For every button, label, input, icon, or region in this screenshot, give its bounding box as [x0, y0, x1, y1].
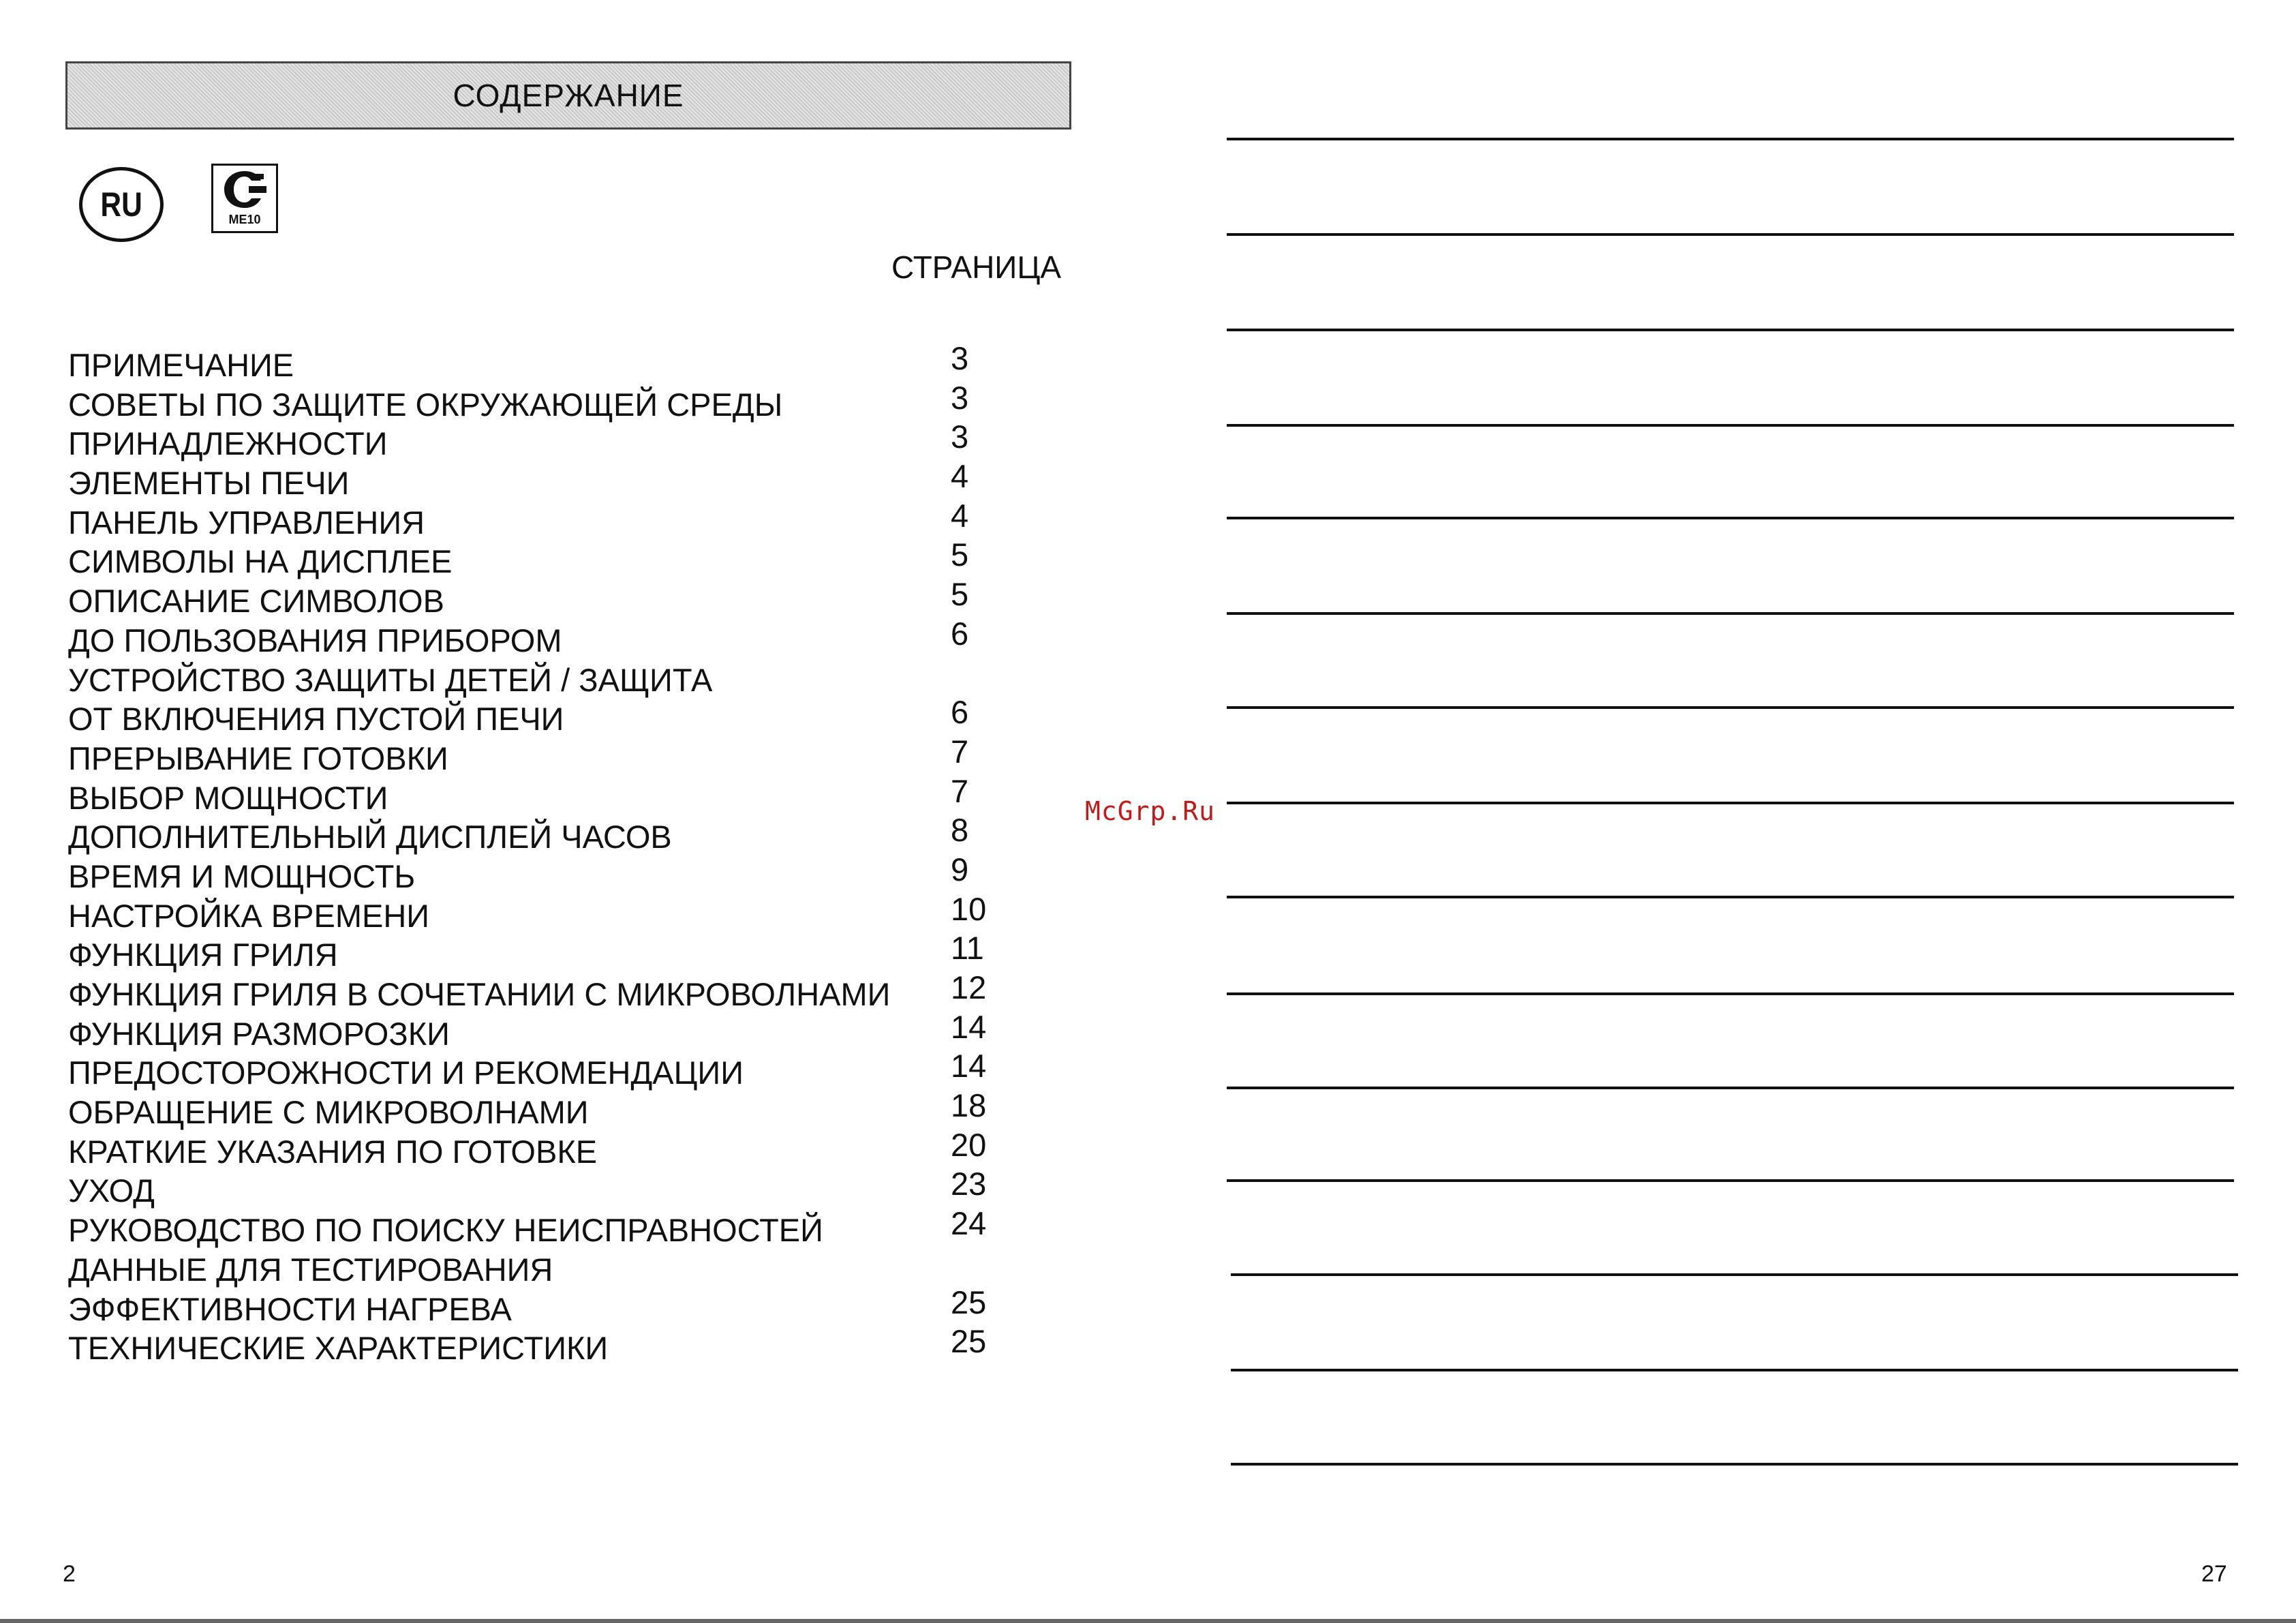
toc-entry-page: 9 — [951, 851, 969, 888]
toc-entry — [68, 851, 1036, 894]
toc-entry-title: ДОПОЛНИТЕЛЬНЫЙ ДИСПЛЕЙ ЧАСОВ — [68, 819, 672, 855]
toc-entry-title: ОБРАЩЕНИЕ С МИКРОВОЛНАМИ — [68, 1094, 589, 1131]
toc-entry — [68, 733, 1036, 776]
toc-entry — [68, 457, 1036, 502]
note-line — [1227, 896, 2234, 898]
note-line — [1227, 424, 2234, 427]
toc-entry-title: ЭФФЕКТИВНОСТИ НАГРЕВА — [68, 1290, 512, 1327]
toc-entry — [68, 969, 1036, 1012]
toc-entry-title: РУКОВОДСТВО ПО ПОИСКУ НЕИСПРАВНОСТЕЙ — [68, 1212, 823, 1249]
toc-entry — [68, 1047, 1036, 1091]
toc-entry — [68, 379, 1036, 423]
note-line — [1231, 1463, 2238, 1466]
toc-entry-title: ДО ПОЛЬЗОВАНИЯ ПРИБОРОМ — [68, 622, 562, 658]
contents-header — [65, 61, 1071, 130]
toc-entry-title: КРАТКИЕ УКАЗАНИЯ ПО ГОТОВКЕ — [68, 1133, 598, 1170]
toc-entry-title: ПРЕДОСТОРОЖНОСТИ И РЕКОМЕНДАЦИИ — [68, 1055, 744, 1091]
toc-entry — [68, 1284, 1036, 1327]
toc-entry — [68, 1204, 1036, 1249]
scan-edge — [0, 1619, 2296, 1623]
toc-entry — [68, 418, 1036, 462]
toc-entry-page: 4 — [951, 458, 969, 495]
toc-entry — [68, 1165, 1036, 1209]
toc-entry-title: ФУНКЦИЯ ГРИЛЯ — [68, 937, 338, 973]
toc-entry-title: СИМВОЛЫ НА ДИСПЛЕЕ — [68, 543, 453, 580]
note-line — [1231, 1273, 2238, 1276]
watermark: McGrp.Ru — [1085, 796, 1216, 826]
toc-entry-page: 4 — [951, 497, 969, 534]
note-line — [1227, 138, 2234, 140]
toc-entry — [68, 1322, 1036, 1367]
toc-entry-page: 8 — [951, 812, 969, 849]
toc-entry-page: 20 — [951, 1126, 987, 1163]
toc-entry-page: 6 — [951, 694, 969, 731]
toc-entry-page: 23 — [951, 1166, 987, 1202]
toc-entry-title: ДАННЫЕ ДЛЯ ТЕСТИРОВАНИЯ — [68, 1251, 553, 1288]
note-line — [1227, 1179, 2234, 1182]
toc-entry — [68, 1244, 1036, 1288]
toc-entry — [68, 772, 1036, 816]
toc-entry-title: НАСТРОЙКА ВРЕМЕНИ — [68, 897, 430, 934]
note-line — [1227, 1087, 2234, 1089]
toc-entry-page: 18 — [951, 1087, 987, 1124]
gost-logo-icon — [213, 166, 276, 213]
toc-entry-page: 12 — [951, 969, 987, 1005]
toc-entry-page: 25 — [951, 1284, 987, 1320]
note-line — [1227, 802, 2234, 804]
toc-entry-title: ПРЕРЫВАНИЕ ГОТОВКИ — [68, 740, 448, 776]
toc-entry-title: ВРЕМЯ И МОЩНОСТЬ — [68, 858, 416, 894]
toc-entry-page: 3 — [951, 340, 969, 376]
note-line — [1227, 612, 2234, 615]
toc-entry — [68, 536, 1036, 580]
toc-entry — [68, 929, 1036, 973]
toc-entry-page: 3 — [951, 419, 969, 455]
note-line — [1227, 329, 2234, 331]
toc-entry-page: 7 — [951, 733, 969, 770]
toc-entry — [68, 811, 1036, 855]
toc-entry-page: 6 — [951, 615, 969, 652]
toc-entry-page: 14 — [951, 1008, 987, 1045]
toc-entry-title: ТЕХНИЧЕСКИЕ ХАРАКТЕРИСТИКИ — [68, 1330, 609, 1367]
toc-entry-page: 25 — [951, 1323, 987, 1360]
note-line — [1227, 517, 2234, 519]
toc-entry-title: ВЫБОР МОЩНОСТИ — [68, 779, 388, 816]
toc-entry — [68, 1008, 1036, 1052]
toc-entry-title: ПРИНАДЛЕЖНОСТИ — [68, 425, 388, 462]
toc-entry-page: 10 — [951, 890, 987, 927]
toc-entry — [68, 575, 1036, 620]
ru-country-badge — [79, 167, 164, 242]
toc-entry — [68, 339, 1036, 383]
note-line — [1227, 992, 2234, 995]
toc-entry — [68, 1087, 1036, 1131]
toc-entry-title: УХОД — [68, 1172, 155, 1209]
toc-entry-page: 5 — [951, 576, 969, 613]
toc-entry-page: 3 — [951, 379, 969, 416]
toc-entry-page: 5 — [951, 536, 969, 573]
toc-entry-title: УСТРОЙСТВО ЗАЩИТЫ ДЕТЕЙ / ЗАЩИТА — [68, 661, 713, 698]
toc-entry-page: 7 — [951, 772, 969, 809]
country-code: RU — [100, 185, 142, 224]
page-column-label: СТРАНИЦА — [891, 249, 1062, 285]
toc-entry-title: ОТ ВКЛЮЧЕНИЯ ПУСТОЙ ПЕЧИ — [68, 701, 564, 738]
toc-entry-title: ФУНКЦИЯ РАЗМОРОЗКИ — [68, 1015, 450, 1052]
certification-code: ME10 — [228, 213, 261, 226]
note-line — [1227, 233, 2234, 236]
toc-entry-title: ПРИМЕЧАНИЕ — [68, 347, 294, 383]
table-of-contents — [68, 339, 1036, 1367]
right-page-number: 27 — [2201, 1561, 2227, 1587]
toc-entry — [68, 693, 1036, 738]
toc-entry — [68, 615, 1036, 658]
toc-entry — [68, 497, 1036, 541]
toc-entry — [68, 1126, 1036, 1170]
toc-entry-title: ОПИСАНИЕ СИМВОЛОВ — [68, 583, 444, 620]
contents-title: СОДЕРЖАНИЕ — [453, 78, 684, 113]
toc-entry-title: ФУНКЦИЯ ГРИЛЯ В СОЧЕТАНИИ С МИКРОВОЛНАМИ — [68, 976, 891, 1012]
toc-entry-page: 24 — [951, 1205, 987, 1242]
certification-mark — [211, 164, 278, 233]
toc-entry — [68, 890, 1036, 934]
toc-entry-title: СОВЕТЫ ПО ЗАЩИТЕ ОКРУЖАЮЩЕЙ СРЕДЫ — [68, 386, 783, 423]
toc-entry-title: ЭЛЕМЕНТЫ ПЕЧИ — [68, 465, 350, 502]
toc-entry-title: ПАНЕЛЬ УПРАВЛЕНИЯ — [68, 504, 425, 541]
note-line — [1231, 1369, 2238, 1371]
toc-entry — [68, 654, 1036, 698]
toc-entry-page: 14 — [951, 1048, 987, 1084]
left-page-number: 2 — [63, 1561, 76, 1587]
note-line — [1227, 706, 2234, 709]
toc-entry-page: 11 — [951, 930, 984, 967]
